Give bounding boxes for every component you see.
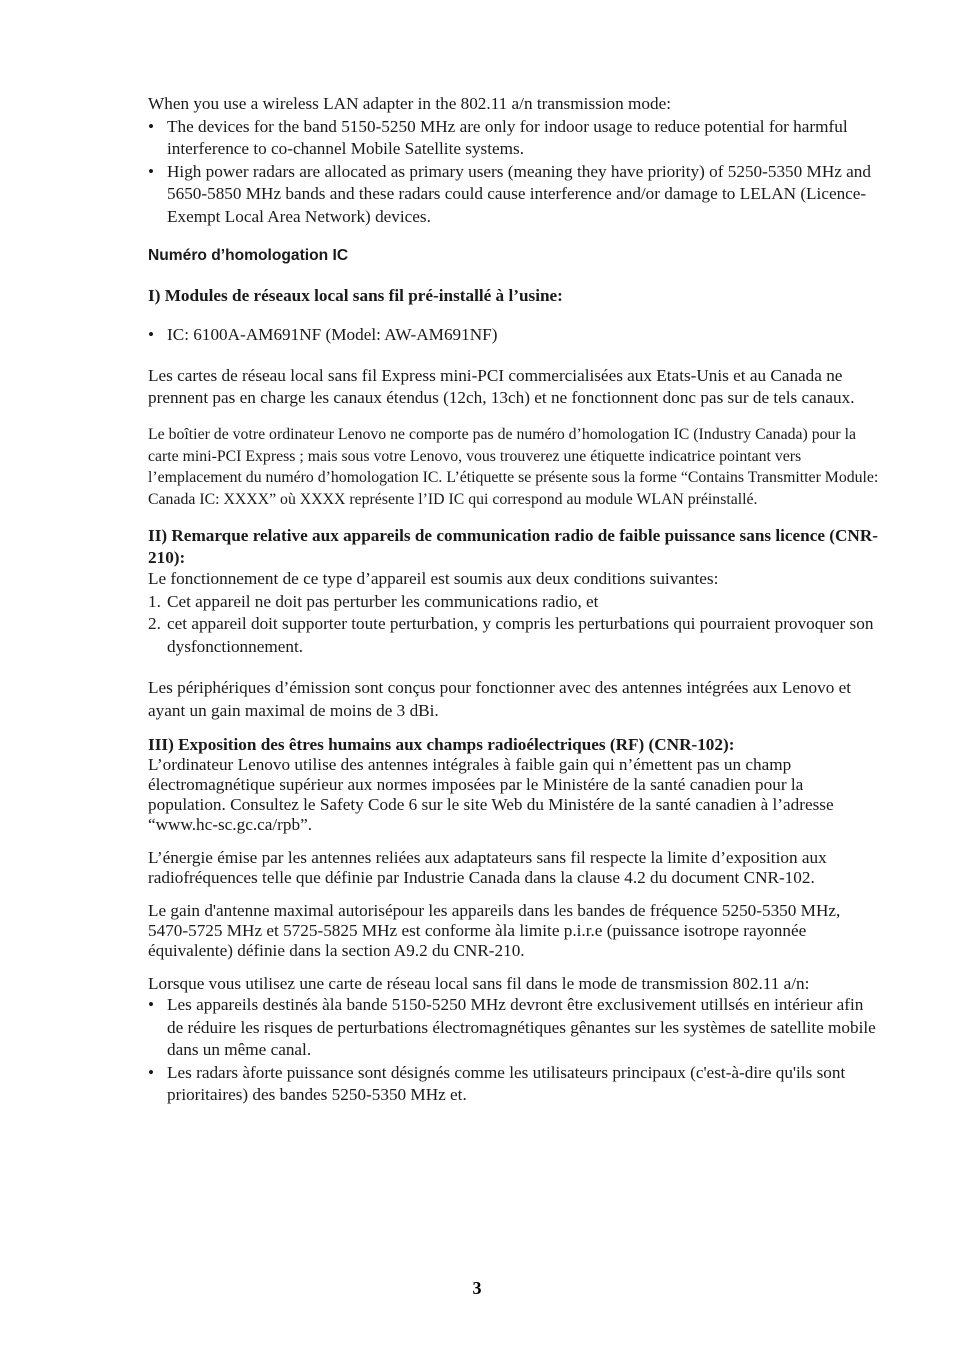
list-item: • High power radars are allocated as primary users (meaning they have priority) of 5250-5350 MHz and 5650-5850 MHz bands and these radars could cause interference and/or damage to LELAN (Licence-Exempt Local Area Network) devices. [148, 161, 871, 226]
list-item: • The devices for the band 5150-5250 MHz are only for indoor usage to reduce potential for harmful interference to co-channel Mobile Satellite systems. [148, 116, 848, 158]
bullet-marker: • [148, 995, 155, 1015]
list-item: 2. cet appareil doit supporter toute perturbation, y compris les perturbations qui pourraient provoquer son dysfonctionnement. [148, 614, 874, 656]
bullet-marker: • [148, 161, 155, 181]
section1-bullet-list [148, 324, 883, 347]
bullet-marker: • [148, 116, 155, 136]
list-item: 1. Cet appareil ne doit pas perturber les communications radio, et [148, 591, 883, 614]
section2-numbered-list [148, 591, 883, 659]
en-intro: When you use a wireless LAN adapter in the 802.11 a/n transmission mode: [148, 94, 671, 113]
section1-para1: Les cartes de réseau local sans fil Express mini-PCI commercialisées aux Etats-Unis et au Canada ne prennent pas en charge les canaux étendus (12ch, 13ch) et ne fonctionnent donc pas sur de tels canaux. [148, 366, 855, 407]
fr-bullet-list [148, 994, 883, 1107]
bullet-marker: • [148, 1062, 155, 1082]
bullet-marker: • [148, 324, 155, 344]
section2-intro: Le fonctionnement de ce type d’appareil est soumis aux deux conditions suivantes: [148, 569, 719, 589]
item-number: 2. [148, 614, 161, 634]
ic-heading: Numéro d’homologation IC [148, 247, 349, 264]
section1-para2: Le boîtier de votre ordinateur Lenovo ne comporte pas de numéro d’homologation IC (Industry Canada) pour la carte mini-PCI Express ; mais sous votre Lenovo, vous trouverez une étiquette indicatrice pointant vers l’emplacement du numéro d’homologation IC. L’étiquette se présente sous la forme “Contains Transmitter Module: Canada IC: XXXX” où XXXX représente l’ID IC qui correspond au module WLAN préinstallé. [148, 426, 879, 508]
document-page [148, 93, 883, 1107]
section2-title: II) Remarque relative aux appareils de communication radio de faible puissance sans licence (CNR-210): [148, 526, 878, 567]
section3-title: III) Exposition des êtres humains aux champs radioélectriques (RF) (CNR-102): [148, 735, 735, 755]
list-item: • Les appareils destinés àla bande 5150-5250 MHz devront être exclusivement utillsés en intérieur afin de réduire les risques de perturbations électromagnétiques gênantes sur les systèmes de satellite mobile dans un même canal. [148, 995, 876, 1060]
list-item: • Les radars àforte puissance sont désignés comme les utilisateurs principaux (c'est-à-dire qu'ils sont prioritaires) des bandes 5250-5350 MHz et. [148, 1062, 846, 1105]
item-number: 1. [148, 591, 161, 611]
page-number: 3 [472, 1278, 482, 1298]
section3-para1: L’ordinateur Lenovo utilise des antennes intégrales à faible gain qui n’émettent pas un champ électromagnétique supérieur aux normes imposées par le Ministére de la santé canadien pour la population. Consultez le Safety Code 6 sur le site Web du Ministére de la santé canadien à l’adresse “www.hc-sc.gc.ca/rpb”. [148, 755, 834, 835]
section3-para2: L’énergie émise par les antennes reliées aux adaptateurs sans fil respecte la limite d’exposition aux radiofréquences telle que définie par Industrie Canada dans la clause 4.2 du document CNR-102. [148, 848, 827, 888]
en-bullet-list [148, 116, 883, 229]
section3-para4: Lorsque vous utilisez une carte de réseau local sans fil dans le mode de transmission 802.11 a/n: [148, 974, 810, 994]
section2-para: Les périphériques d’émission sont conçus pour fonctionner avec des antennes intégrées aux Lenovo et ayant un gain maximal de moins de 3 dBi. [148, 678, 852, 720]
section3-para3: Le gain d'antenne maximal autorisépour les appareils dans les bandes de fréquence 5250-5350 MHz, 5470-5725 MHz et 5725-5825 MHz est conforme àla limite p.i.r.e (puissance isotrope rayonnée équivalente) définie dans la section A9.2 du CNR-210. [148, 901, 841, 961]
section1-title: I) Modules de réseaux local sans fil pré-installé à l’usine: [148, 286, 563, 305]
list-item: • IC: 6100A-AM691NF (Model: AW-AM691NF) [148, 324, 883, 347]
